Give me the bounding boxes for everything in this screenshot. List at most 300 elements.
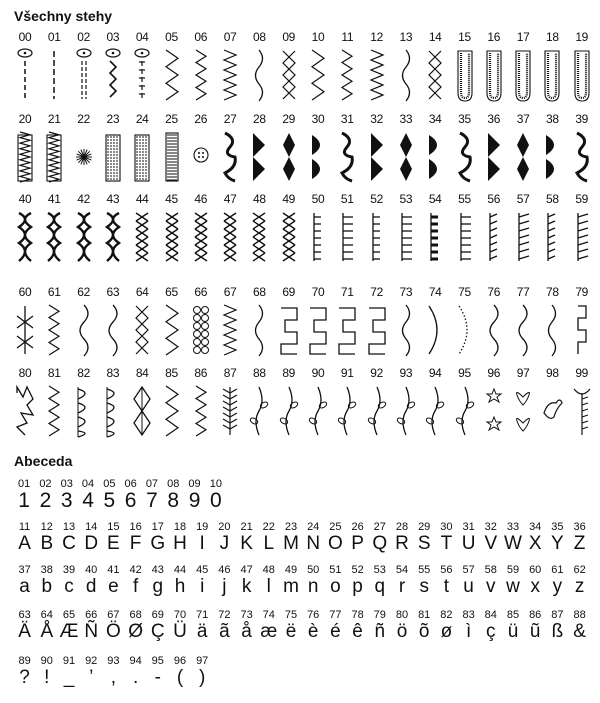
alphabet-number: 07 — [145, 478, 159, 490]
stitch-number: 14 — [428, 30, 442, 44]
stitch-cell — [129, 367, 155, 462]
alphabet-cell — [147, 609, 168, 643]
stitch-number: 37 — [516, 112, 530, 126]
stitch-pictogram-icon — [218, 129, 242, 185]
stitch-number: 62 — [77, 285, 90, 299]
stitch-cell — [305, 193, 331, 288]
stitch-pictogram-icon — [335, 383, 359, 439]
alphabet-cell — [391, 609, 412, 643]
alphabet-cell — [58, 655, 79, 689]
stitch-number: 85 — [165, 366, 178, 380]
stitch-pictogram-icon — [247, 129, 271, 185]
alphabet-number: 24 — [307, 521, 320, 533]
alphabet-cell — [236, 609, 257, 643]
alphabet-cell — [81, 521, 102, 555]
alphabet-cell — [58, 564, 79, 598]
alphabet-number: 10 — [209, 478, 222, 490]
stitch-pictogram-icon — [511, 302, 535, 358]
alphabet-cell — [303, 609, 324, 643]
alphabet-cell — [436, 521, 457, 555]
alphabet-number: 89 — [18, 655, 31, 667]
alphabet-glyph: ũ — [529, 621, 541, 642]
stitch-pictogram-icon — [570, 47, 594, 103]
alphabet-cell — [147, 655, 168, 689]
alphabet-glyph: Ñ — [84, 621, 99, 642]
stitch-pictogram-icon — [423, 209, 447, 265]
stitch-pictogram-icon — [101, 383, 125, 439]
stitch-pictogram-icon — [277, 47, 301, 103]
stitch-pictogram-icon — [306, 302, 330, 358]
alphabet-cell — [414, 564, 435, 598]
stitch-pictogram-icon — [42, 302, 66, 358]
stitch-number: 55 — [458, 192, 471, 206]
alphabet-glyph: p — [352, 576, 363, 597]
alphabet-glyph: e — [108, 576, 119, 597]
alphabet-cell — [525, 564, 546, 598]
stitch-number: 50 — [311, 192, 325, 206]
alphabet-number: 77 — [329, 609, 342, 621]
alphabet-cell — [14, 478, 34, 512]
stitch-cell — [188, 367, 214, 462]
alphabet-cell — [569, 609, 590, 643]
alphabet-number: 16 — [129, 521, 142, 533]
alphabet-glyph: ì — [465, 621, 472, 642]
alphabet-number: 29 — [418, 521, 431, 533]
alphabet-cell — [36, 564, 57, 598]
stitch-pictogram-icon — [570, 302, 594, 358]
stitch-number: 99 — [575, 366, 589, 380]
stitch-cell — [510, 193, 536, 288]
alphabet-number: 23 — [284, 521, 298, 533]
stitch-pictogram-icon — [189, 302, 213, 358]
alphabet-number: 62 — [573, 564, 586, 576]
alphabet-cell — [414, 609, 435, 643]
stitch-pictogram-icon — [247, 302, 271, 358]
alphabet-cell — [502, 564, 523, 598]
alphabet-cell — [58, 609, 79, 643]
alphabet-cell — [36, 609, 57, 643]
alphabet-section-title: Abeceda — [14, 453, 73, 469]
stitch-number: 00 — [18, 30, 32, 44]
stitch-cell — [452, 193, 478, 288]
alphabet-glyph: h — [174, 576, 186, 597]
alphabet-cell — [81, 564, 102, 598]
stitch-pictogram-icon — [42, 209, 66, 265]
stitch-cell — [393, 367, 419, 462]
alphabet-number: 82 — [440, 609, 453, 621]
alphabet-cell — [184, 478, 204, 512]
stitch-number: 86 — [194, 366, 208, 380]
alphabet-glyph: A — [18, 533, 31, 554]
alphabet-cell — [192, 521, 213, 555]
alphabet-glyph: V — [484, 533, 498, 554]
alphabet-glyph: u — [463, 576, 474, 597]
alphabet-glyph: j — [222, 576, 227, 597]
alphabet-glyph: ! — [44, 667, 50, 688]
alphabet-number: 21 — [240, 521, 253, 533]
alphabet-cell — [325, 521, 346, 555]
alphabet-cell — [280, 521, 301, 555]
stitch-number: 65 — [165, 285, 178, 299]
stitch-cell — [100, 193, 126, 288]
stitch-pictogram-icon — [160, 302, 184, 358]
stitch-number: 60 — [18, 285, 32, 299]
stitch-pictogram-icon — [189, 129, 213, 185]
stitch-number: 94 — [428, 366, 442, 380]
alphabet-cell — [303, 564, 324, 598]
stitch-pictogram-icon — [160, 209, 184, 265]
alphabet-cell — [121, 478, 141, 512]
stitch-pictogram-icon — [335, 129, 359, 185]
alphabet-number: 83 — [462, 609, 475, 621]
stitch-number: 06 — [194, 30, 208, 44]
alphabet-glyph: ñ — [374, 621, 386, 642]
stitch-cell — [539, 367, 565, 462]
stitch-number: 88 — [253, 366, 266, 380]
alphabet-number: 94 — [129, 655, 142, 667]
alphabet-number: 20 — [218, 521, 231, 533]
alphabet-glyph: i — [200, 576, 205, 597]
stitch-number: 27 — [223, 112, 237, 126]
stitch-pictogram-icon — [540, 302, 564, 358]
alphabet-number: 69 — [151, 609, 164, 621]
alphabet-glyph: , — [110, 667, 117, 688]
stitch-pictogram-icon — [160, 129, 184, 185]
alphabet-number: 59 — [506, 564, 520, 576]
stitch-cell — [71, 367, 97, 462]
alphabet-number: 80 — [395, 609, 409, 621]
stitch-number: 71 — [340, 285, 354, 299]
alphabet-glyph: ß — [551, 621, 564, 642]
alphabet-cell — [214, 521, 235, 555]
alphabet-glyph: C — [62, 533, 76, 554]
alphabet-cell — [14, 564, 35, 598]
stitch-number: 19 — [575, 30, 589, 44]
alphabet-glyph: ( — [176, 667, 184, 688]
alphabet-number: 91 — [62, 655, 76, 667]
alphabet-cell — [369, 564, 390, 598]
stitch-number: 74 — [428, 285, 442, 299]
alphabet-glyph: ã — [219, 621, 230, 642]
stitch-cell — [569, 367, 595, 462]
alphabet-number: 02 — [39, 478, 52, 490]
stitch-number: 87 — [223, 366, 237, 380]
stitch-pictogram-icon — [423, 47, 447, 103]
alphabet-cell — [14, 609, 35, 643]
stitch-number: 39 — [575, 112, 589, 126]
alphabet-cell — [480, 564, 501, 598]
alphabet-glyph: O — [328, 533, 343, 554]
stitch-pictogram-icon — [394, 383, 418, 439]
stitch-number: 33 — [399, 112, 413, 126]
stitch-pictogram-icon — [42, 47, 66, 103]
stitch-number: 73 — [399, 285, 413, 299]
alphabet-glyph: d — [85, 576, 97, 597]
stitch-number: 38 — [546, 112, 559, 126]
alphabet-number: 49 — [284, 564, 298, 576]
stitch-pictogram-icon — [511, 209, 535, 265]
stitch-cell — [452, 367, 478, 462]
stitch-number: 64 — [135, 285, 149, 299]
alphabet-glyph: I — [199, 533, 205, 554]
stitch-pictogram-icon — [335, 47, 359, 103]
stitch-cell — [100, 367, 126, 462]
stitch-pictogram-icon — [306, 47, 330, 103]
alphabet-cell — [480, 609, 501, 643]
alphabet-glyph: 4 — [82, 489, 94, 512]
alphabet-cell — [236, 564, 257, 598]
alphabet-number: 67 — [107, 609, 120, 621]
alphabet-number: 03 — [60, 478, 73, 490]
alphabet-cell — [458, 521, 479, 555]
stitch-cell — [481, 193, 507, 288]
stitch-number: 09 — [282, 30, 296, 44]
stitch-cell — [246, 193, 272, 288]
alphabet-glyph: Q — [372, 533, 388, 554]
stitch-pictogram-icon — [72, 383, 96, 439]
alphabet-cell — [325, 609, 346, 643]
alphabet-number: 92 — [85, 655, 98, 667]
alphabet-cell — [502, 609, 523, 643]
stitch-cell — [305, 367, 331, 462]
alphabet-glyph: . — [132, 667, 139, 688]
alphabet-number: 41 — [107, 564, 120, 576]
stitch-number: 29 — [282, 112, 296, 126]
stitch-pictogram-icon — [453, 129, 477, 185]
alphabet-cell — [81, 655, 102, 689]
stitch-number: 92 — [370, 366, 383, 380]
stitch-pictogram-icon — [277, 302, 301, 358]
stitch-number: 96 — [487, 366, 501, 380]
stitch-cell — [276, 367, 302, 462]
alphabet-glyph: o — [330, 576, 341, 597]
alphabet-glyph: z — [574, 576, 585, 597]
alphabet-number: 37 — [18, 564, 31, 576]
alphabet-cell — [303, 521, 324, 555]
alphabet-number: 26 — [351, 521, 364, 533]
stitch-cell — [393, 193, 419, 288]
stitch-number: 03 — [106, 30, 120, 44]
stitch-number: 01 — [47, 30, 61, 44]
alphabet-cell — [78, 478, 98, 512]
alphabet-cell — [214, 609, 235, 643]
alphabet-number: 42 — [129, 564, 142, 576]
alphabet-glyph: ? — [19, 667, 30, 688]
alphabet-number: 84 — [484, 609, 497, 621]
alphabet-number: 11 — [18, 521, 31, 533]
alphabet-cell — [569, 521, 590, 555]
stitch-number: 07 — [223, 30, 237, 44]
stitch-number: 24 — [135, 112, 149, 126]
stitch-number: 79 — [575, 285, 589, 299]
alphabet-glyph: ü — [507, 621, 519, 642]
alphabet-glyph: y — [552, 576, 563, 597]
stitch-number: 28 — [253, 112, 266, 126]
alphabet-cell — [192, 564, 213, 598]
stitch-number: 20 — [18, 112, 32, 126]
alphabet-cell — [125, 655, 146, 689]
alphabet-number: 40 — [85, 564, 98, 576]
alphabet-number: 57 — [462, 564, 475, 576]
stitch-pictogram-icon — [13, 129, 37, 185]
alphabet-cell — [258, 564, 279, 598]
stitch-pictogram-icon — [72, 47, 96, 103]
alphabet-glyph: 3 — [60, 489, 73, 512]
stitch-number: 84 — [135, 366, 149, 380]
alphabet-glyph: 1 — [18, 489, 30, 512]
stitch-number: 97 — [516, 366, 530, 380]
stitch-number: 61 — [47, 285, 61, 299]
stitch-number: 47 — [223, 192, 237, 206]
alphabet-cell — [436, 609, 457, 643]
alphabet-glyph: 8 — [167, 489, 180, 512]
stitch-pictogram-icon — [453, 302, 477, 358]
stitch-pictogram-icon — [540, 209, 564, 265]
alphabet-cell — [125, 521, 146, 555]
alphabet-glyph: õ — [418, 621, 430, 642]
alphabet-cell — [525, 609, 546, 643]
alphabet-cell — [125, 564, 146, 598]
alphabet-glyph: Ü — [173, 621, 187, 642]
alphabet-number: 46 — [218, 564, 231, 576]
stitch-number: 23 — [106, 112, 120, 126]
stitch-number: 89 — [282, 366, 296, 380]
alphabet-glyph: 7 — [146, 489, 158, 512]
stitch-number: 53 — [399, 192, 413, 206]
alphabet-glyph: ’ — [89, 667, 94, 688]
alphabet-glyph: M — [283, 533, 299, 554]
alphabet-glyph: X — [528, 533, 542, 554]
stitch-pictogram-icon — [101, 209, 125, 265]
stitch-pictogram-icon — [423, 383, 447, 439]
alphabet-cell — [325, 564, 346, 598]
stitch-pictogram-icon — [570, 383, 594, 439]
alphabet-glyph: c — [64, 576, 74, 597]
alphabet-number: 32 — [484, 521, 497, 533]
alphabet-number: 30 — [440, 521, 453, 533]
alphabet-glyph: r — [398, 576, 406, 597]
alphabet-glyph: w — [506, 576, 520, 597]
stitch-number: 77 — [516, 285, 530, 299]
alphabet-glyph: & — [573, 621, 586, 642]
alphabet-cell — [347, 609, 368, 643]
stitch-number: 48 — [253, 192, 266, 206]
stitch-row — [12, 193, 592, 288]
alphabet-glyph: Z — [573, 533, 586, 554]
stitch-pictogram-icon — [453, 383, 477, 439]
stitch-number: 81 — [47, 366, 61, 380]
alphabet-number: 95 — [151, 655, 164, 667]
alphabet-glyph: Ä — [18, 621, 31, 642]
stitch-cell — [422, 193, 448, 288]
stitch-pictogram-icon — [365, 209, 389, 265]
stitch-pictogram-icon — [13, 383, 37, 439]
stitch-pictogram-icon — [13, 47, 37, 103]
stitch-cell — [12, 193, 38, 288]
stitch-number: 78 — [546, 285, 559, 299]
stitch-number: 26 — [194, 112, 208, 126]
alphabet-number: 88 — [573, 609, 586, 621]
alphabet-number: 35 — [551, 521, 564, 533]
alphabet-number: 34 — [529, 521, 542, 533]
stitch-number: 18 — [546, 30, 559, 44]
stitch-number: 08 — [253, 30, 266, 44]
alphabet-number: 18 — [173, 521, 187, 533]
stitch-number: 21 — [47, 112, 61, 126]
stitch-cell — [481, 367, 507, 462]
stitch-cell — [276, 193, 302, 288]
alphabet-glyph: D — [84, 533, 99, 554]
stitches-section-title: Všechny stehy — [14, 8, 113, 24]
stitch-number: 11 — [341, 30, 354, 44]
stitch-number: 41 — [47, 192, 61, 206]
alphabet-number: 50 — [307, 564, 320, 576]
alphabet-glyph: å — [241, 621, 252, 642]
stitch-pictogram-icon — [130, 129, 154, 185]
stitch-cell — [12, 367, 38, 462]
alphabet-glyph: R — [395, 533, 409, 554]
alphabet-cell — [103, 655, 124, 689]
alphabet-cell — [391, 521, 412, 555]
alphabet-number: 90 — [40, 655, 53, 667]
stitch-pictogram-icon — [394, 129, 418, 185]
stitch-number: 76 — [487, 285, 501, 299]
alphabet-glyph: 5 — [103, 489, 116, 512]
alphabet-number: 85 — [506, 609, 520, 621]
alphabet-glyph: ë — [285, 621, 297, 642]
alphabet-number: 53 — [373, 564, 386, 576]
stitch-pictogram-icon — [335, 302, 359, 358]
alphabet-number: 65 — [62, 609, 76, 621]
stitch-number: 15 — [458, 30, 471, 44]
alphabet-glyph: Ø — [128, 621, 143, 642]
alphabet-number: 79 — [373, 609, 386, 621]
stitch-cell — [41, 367, 67, 462]
alphabet-cell — [192, 655, 213, 689]
alphabet-glyph: x — [530, 576, 540, 597]
stitch-pictogram-icon — [365, 383, 389, 439]
stitch-number: 54 — [428, 192, 442, 206]
alphabet-number: 55 — [418, 564, 431, 576]
alphabet-glyph: g — [152, 576, 164, 597]
alphabet-glyph: è — [307, 621, 319, 642]
alphabet-glyph: 6 — [124, 489, 137, 512]
alphabet-number: 05 — [103, 478, 116, 490]
alphabet-glyph: ê — [352, 621, 363, 642]
alphabet-cell — [169, 564, 190, 598]
stitch-pictogram-icon — [482, 47, 506, 103]
stitch-number: 58 — [546, 192, 559, 206]
stitch-number: 36 — [487, 112, 501, 126]
stitch-cell — [334, 367, 360, 462]
alphabet-number: 63 — [18, 609, 31, 621]
stitch-pictogram-icon — [218, 302, 242, 358]
stitch-cell — [159, 367, 185, 462]
stitch-pictogram-icon — [130, 47, 154, 103]
stitch-pictogram-icon — [247, 47, 271, 103]
stitch-pictogram-icon — [482, 209, 506, 265]
stitch-pictogram-icon — [277, 129, 301, 185]
stitch-number: 56 — [487, 192, 501, 206]
stitch-number: 82 — [77, 366, 90, 380]
stitch-pictogram-icon — [101, 129, 125, 185]
alphabet-number: 54 — [395, 564, 409, 576]
alphabet-number: 70 — [173, 609, 187, 621]
alphabet-number: 22 — [262, 521, 275, 533]
stitch-pictogram-icon — [570, 209, 594, 265]
alphabet-glyph: P — [351, 533, 364, 554]
alphabet-number: 72 — [218, 609, 231, 621]
